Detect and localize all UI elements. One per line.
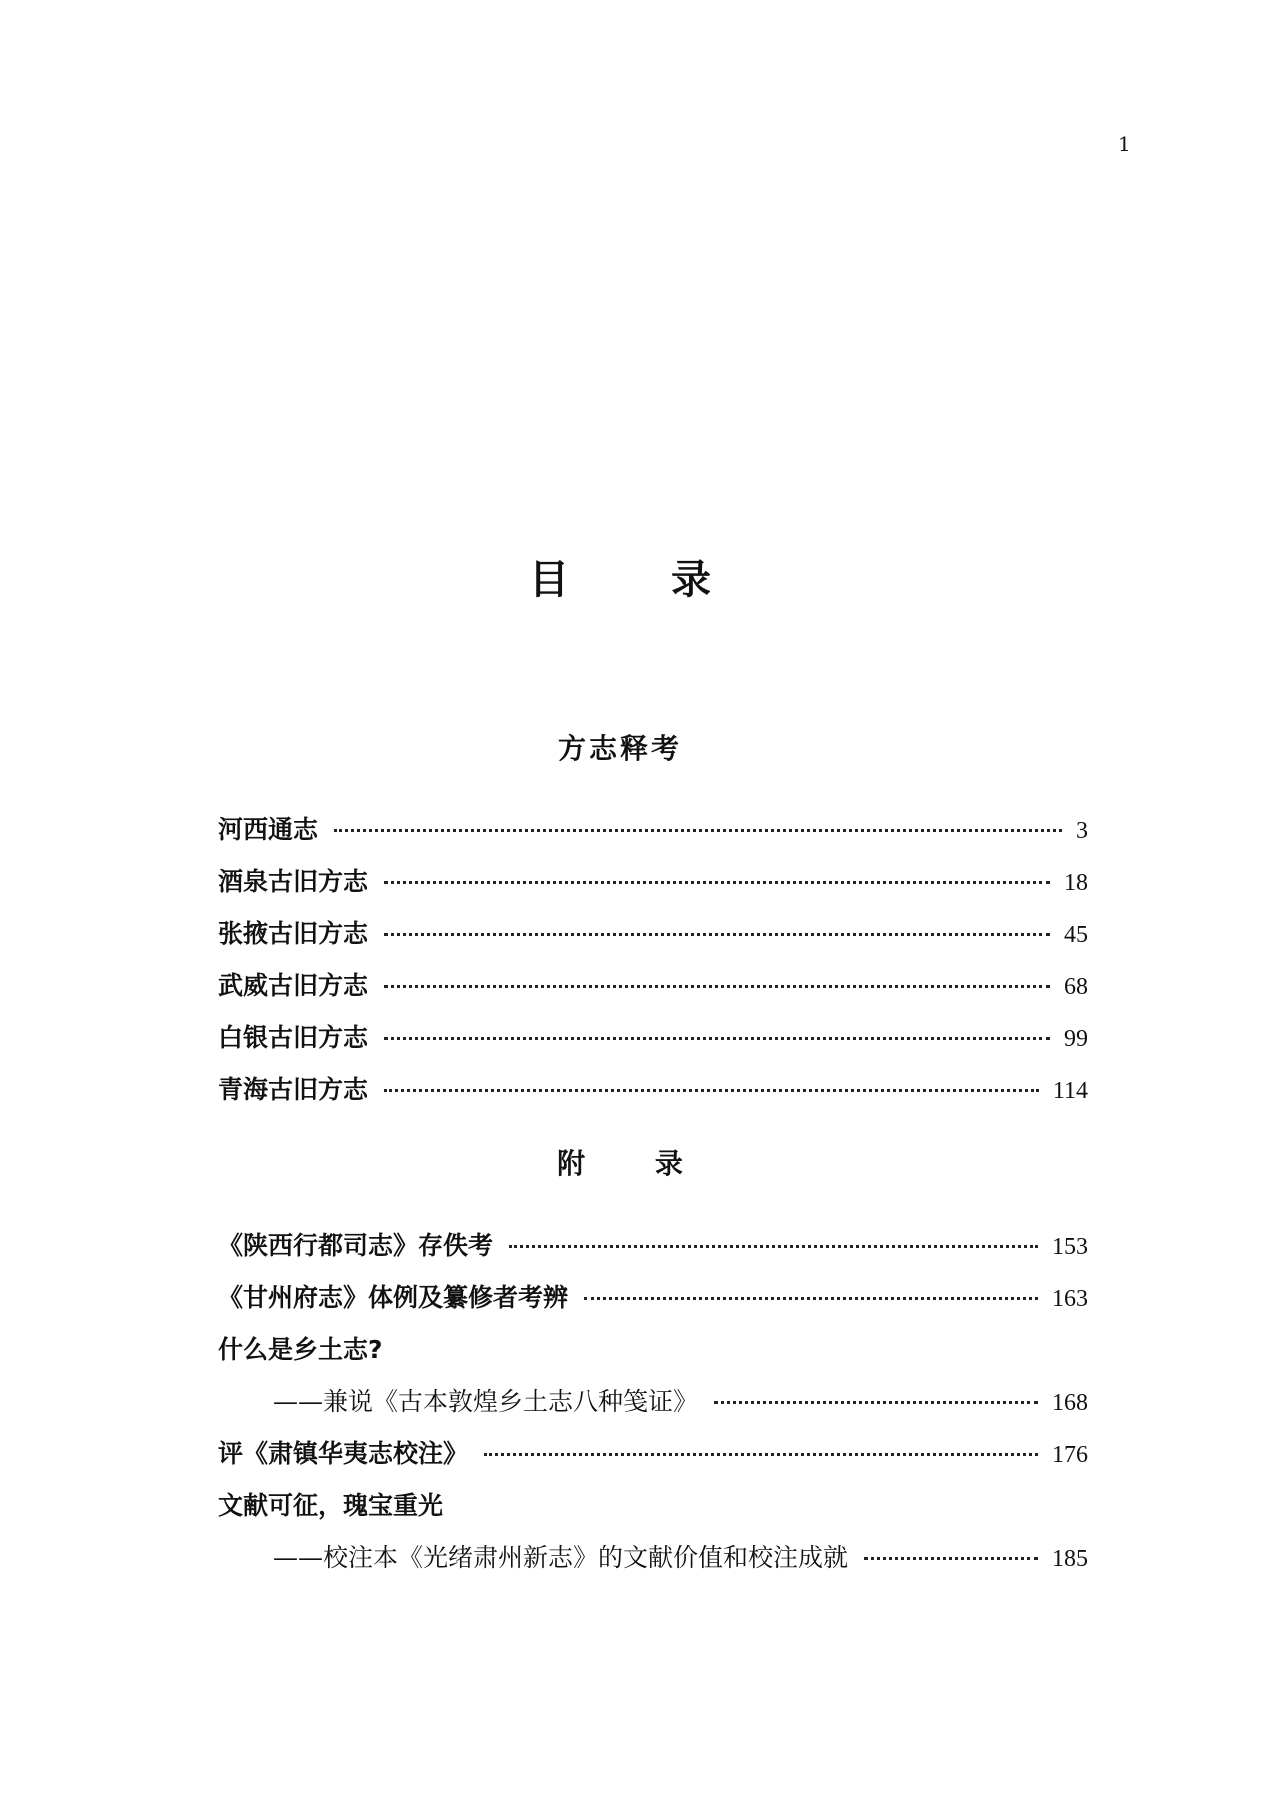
toc-entry-label: 张掖古旧方志 — [218, 919, 369, 948]
leader-dots — [484, 1452, 1038, 1456]
section-heading-appendix: 附 录 — [557, 1147, 713, 1180]
leader-dots — [584, 1296, 1038, 1300]
toc-entry[interactable] — [218, 914, 1088, 948]
leader-dots — [384, 984, 1050, 988]
toc-entry-page: 176 — [1052, 1442, 1088, 1468]
toc-entry-label: 《陕西行都司志》存佚考 — [218, 1231, 494, 1260]
toc-entry-page: 163 — [1052, 1286, 1088, 1312]
toc-entry-page: 18 — [1064, 870, 1088, 896]
toc-entry-page: 3 — [1076, 818, 1088, 844]
toc-entry-label: 河西通志 — [218, 815, 319, 844]
toc-entry-label: 酒泉古旧方志 — [218, 867, 369, 896]
toc-entry-page: 168 — [1052, 1390, 1088, 1416]
toc-entry[interactable] — [218, 1018, 1088, 1052]
toc-entry-page: 185 — [1052, 1546, 1088, 1572]
toc-entry[interactable] — [218, 862, 1088, 896]
toc-entry-label: ——校注本《光绪肃州新志》的文献价值和校注成就 — [273, 1543, 849, 1572]
leader-dots — [334, 828, 1062, 832]
leader-dots — [384, 1088, 1039, 1092]
toc-entry-heading[interactable] — [218, 1486, 1088, 1520]
toc-entry[interactable] — [218, 966, 1088, 1000]
leader-dots — [714, 1400, 1038, 1404]
page-title: 目 录 — [529, 556, 755, 603]
section-heading-fangzhi: 方志释考 — [557, 732, 682, 765]
leader-dots — [384, 1036, 1050, 1040]
toc-entry-label: 白银古旧方志 — [218, 1023, 369, 1052]
toc-entry-label: 《甘州府志》体例及纂修者考辨 — [218, 1283, 569, 1312]
leader-dots — [864, 1556, 1038, 1560]
toc-entry-page: 45 — [1064, 922, 1088, 948]
leader-dots — [509, 1244, 1038, 1248]
toc-entry[interactable] — [218, 1070, 1088, 1104]
toc-entry-label: 评《肃镇华夷志校注》 — [218, 1439, 469, 1468]
page-number: 1 — [1118, 132, 1131, 156]
toc-entry[interactable] — [218, 810, 1088, 844]
toc-entry[interactable] — [218, 1278, 1088, 1312]
toc-entry[interactable] — [218, 1226, 1088, 1260]
toc-entry-page: 68 — [1064, 974, 1088, 1000]
toc-entry-label: ——兼说《古本敦煌乡土志八种笺证》 — [273, 1387, 699, 1416]
toc-entry-page: 114 — [1052, 1078, 1088, 1104]
toc-entry[interactable] — [218, 1434, 1088, 1468]
toc-entry-page: 99 — [1064, 1026, 1088, 1052]
toc-entry-label: 青海古旧方志 — [218, 1075, 369, 1104]
toc-entry-subtitle[interactable] — [218, 1538, 1088, 1572]
toc-entry-label: 文献可征，瑰宝重光 — [218, 1491, 444, 1520]
leader-dots — [384, 880, 1050, 884]
toc-entry-label: 什么是乡土志? — [218, 1335, 383, 1364]
toc-entry-subtitle[interactable] — [218, 1382, 1088, 1416]
toc-entry-label: 武威古旧方志 — [218, 971, 369, 1000]
leader-dots — [384, 932, 1050, 936]
toc-entry-page: 153 — [1052, 1234, 1088, 1260]
toc-entry-heading[interactable] — [218, 1330, 1088, 1364]
